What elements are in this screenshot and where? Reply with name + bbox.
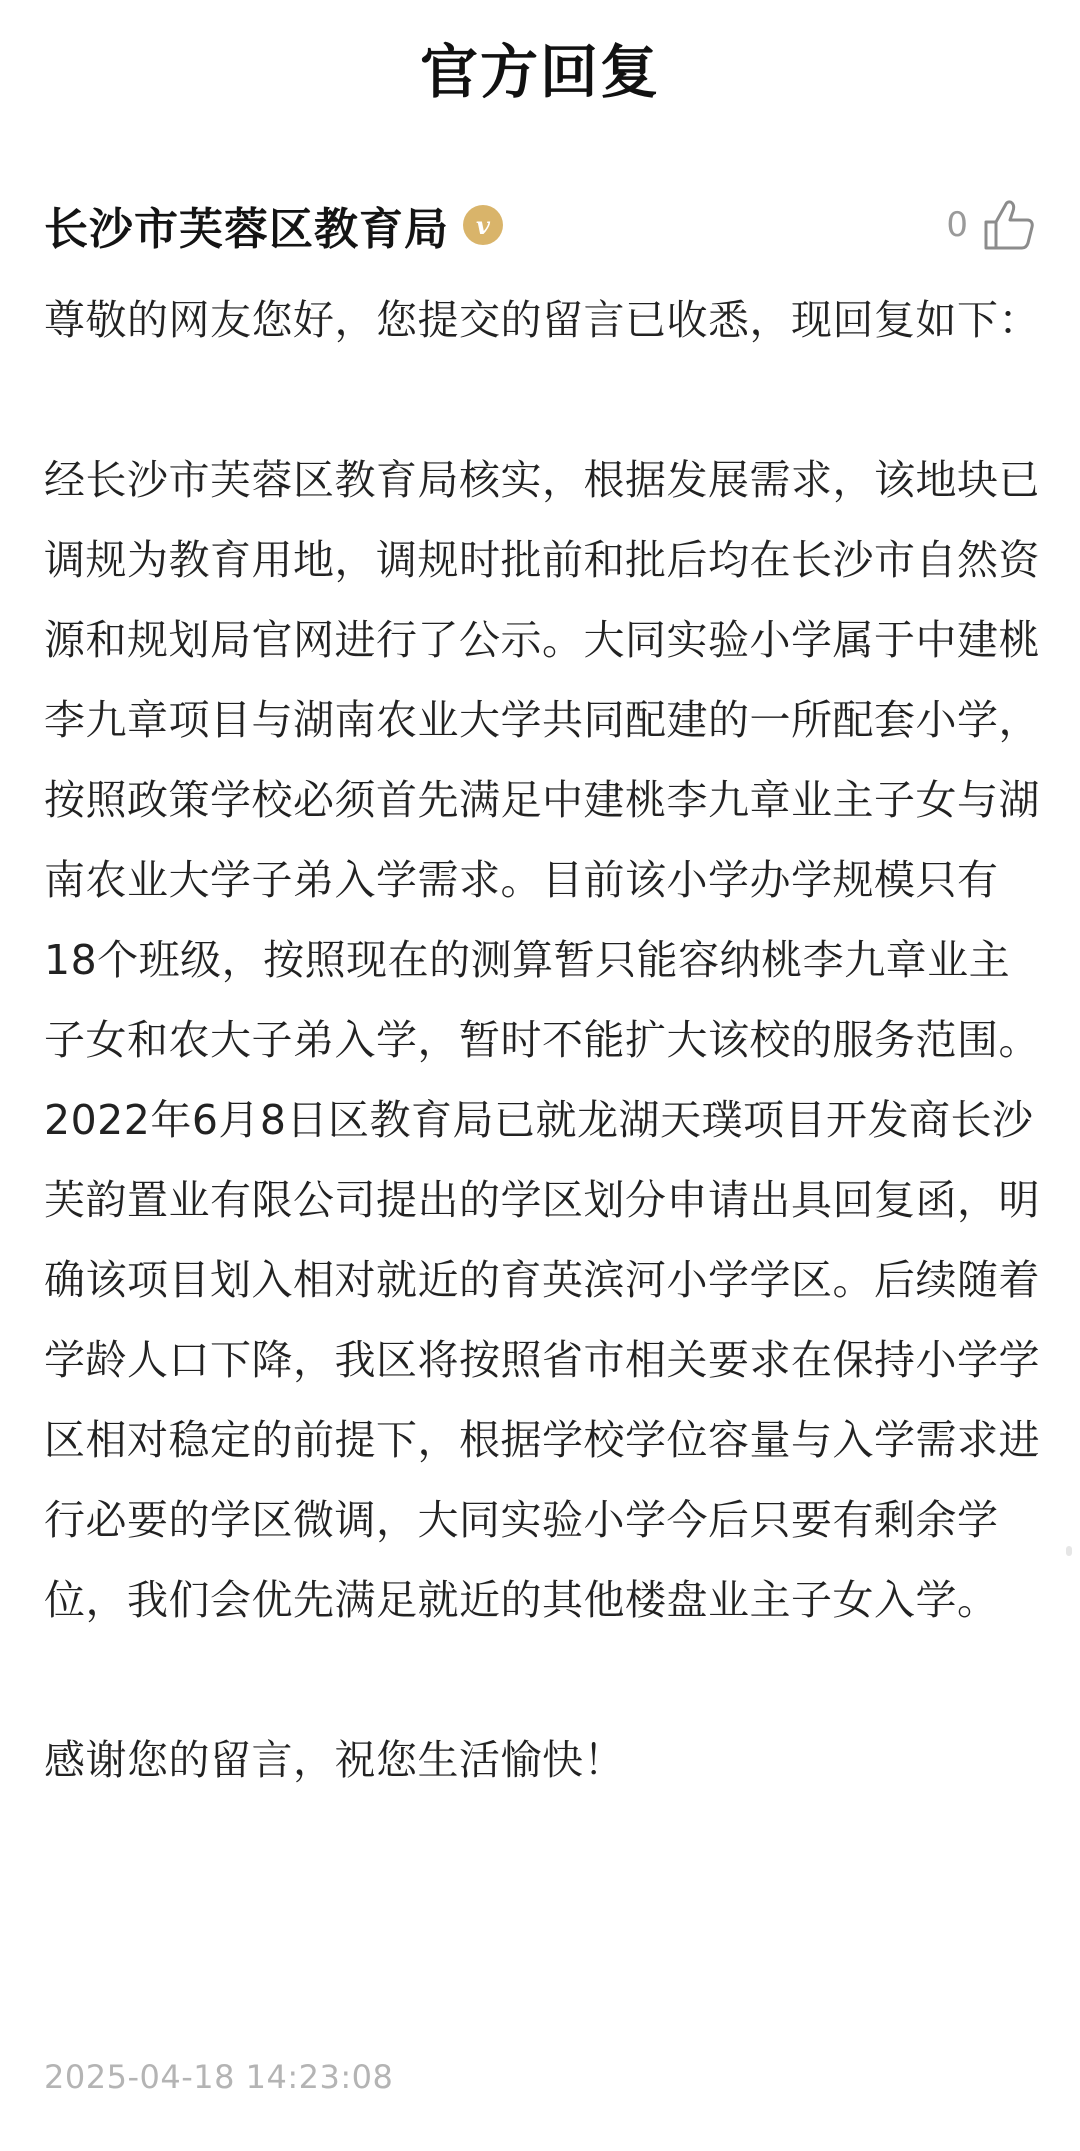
reply-content [44, 280, 1040, 1800]
section-header [0, 32, 1080, 112]
reply-paragraph: 经长沙市芙蓉区教育局核实，根据发展需求，该地块已调规为教育用地，调规时批前和批后均在长沙市自然资源和规划局官网进行了公示。大同实验小学属于中建桃李九章项目与湖南农业大学共同配建的一所配套小学，按照政策学校必须首先满足中建桃李九章业主子女与湖南农业大学子弟入学需求。目前该小学办学规模只有18个班级，按照现在的测算暂只能容纳桃李九章业主子女和农大子弟入学，暂时不能扩大该校的服务范围。2022年6月8日区教育局已就龙湖天璞项目开发商长沙芙韵置业有限公司提出的学区划分申请出具回复函，明确该项目划入相对就近的育英滨河小学学区。后续随着学龄人口下降，我区将按照省市相关要求在保持小学学区相对稳定的前提下，根据学校学位容量与入学需求进行必要的学区微调，大同实验小学今后只要有剩余学位，我们会优先满足就近的其他楼盘业主子女入学。 [44, 456, 1040, 1624]
reply-closing: 感谢您的留言，祝您生活愉快！ [44, 1736, 625, 1784]
reply-greeting: 尊敬的网友您好，您提交的留言已收悉，现回复如下： [44, 296, 1040, 344]
reply-timestamp: 2025-04-18 14:23:08 [44, 2058, 394, 2096]
verified-badge-icon: v [463, 205, 503, 245]
thumbs-up-icon[interactable] [982, 198, 1036, 252]
scroll-indicator [1066, 1546, 1072, 1556]
like-button[interactable] [946, 198, 1036, 252]
like-count: 0 [946, 205, 968, 245]
author-name[interactable]: 长沙市芙蓉区教育局 [44, 204, 449, 255]
author-info [44, 193, 503, 257]
reply-author-row [44, 190, 1036, 260]
section-title: 官方回复 [410, 32, 670, 112]
